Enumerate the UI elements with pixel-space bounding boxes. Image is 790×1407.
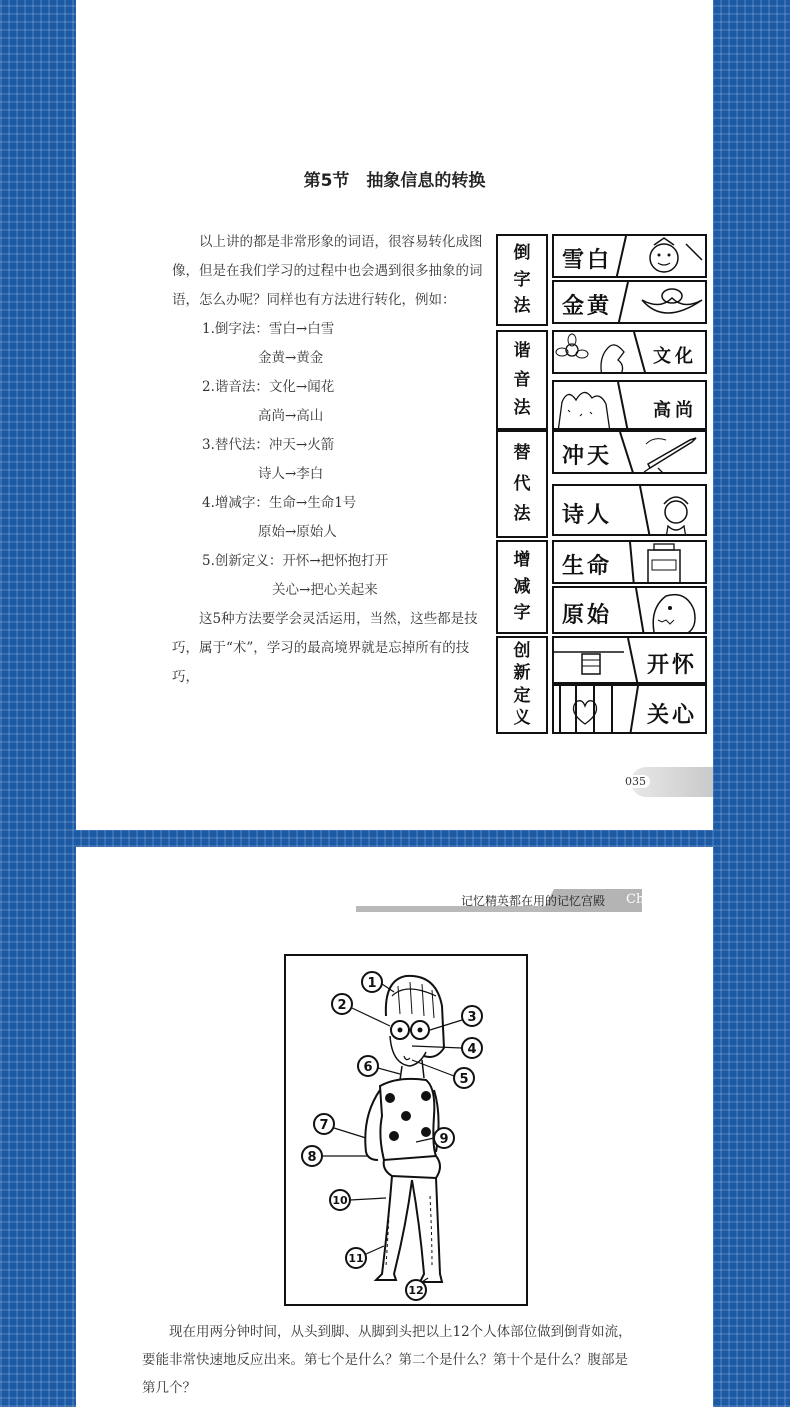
word-label: 金黄: [562, 294, 613, 319]
svg-text:12: 12: [408, 1284, 424, 1297]
method-char: 增: [513, 549, 531, 570]
section-title: 第5节 抽象信息的转换: [303, 171, 486, 191]
bottle-icon: [554, 542, 707, 584]
word-label: 原始: [562, 603, 613, 628]
flower-sniff-icon: [554, 332, 707, 374]
rocket-icon: [554, 432, 707, 474]
marker-8: [302, 1146, 368, 1166]
word-cell-3: [552, 330, 707, 374]
snowman-icon: [554, 236, 707, 278]
chapter-label: Chapter 4: [626, 892, 692, 907]
word-label: 开怀: [646, 653, 697, 678]
method-char: 字: [513, 603, 531, 624]
method-4-line-a: 4.增减字：生命→生命1号: [202, 495, 357, 511]
mountain-icon: [554, 382, 707, 430]
marker-7: [314, 1114, 366, 1138]
word-cell-6: [552, 484, 707, 536]
word-cell-2: [552, 280, 707, 324]
gold-ingot-icon: [554, 282, 707, 324]
method-char: 谐: [513, 341, 531, 362]
method-char: 法: [513, 503, 531, 524]
word-cell-8: [552, 586, 707, 634]
word-label: 高尚: [653, 400, 697, 421]
word-cell-4: [552, 380, 707, 430]
body-parts-illustration: [286, 956, 526, 1304]
marker-6: [358, 1056, 400, 1076]
method-char: 法: [513, 397, 531, 418]
svg-text:7: 7: [319, 1118, 329, 1133]
word-label: 生命: [562, 554, 613, 579]
marker-1: [362, 972, 394, 992]
method-3-line-b: 诗人→李白: [258, 466, 324, 482]
word-label: 冲天: [562, 444, 613, 469]
method-char: 音: [513, 369, 531, 390]
method-char: 代: [513, 473, 531, 494]
word-cell-1: [552, 234, 707, 278]
intro-paragraph: 以上讲的都是非常形象的词语，很容易转化成图像，但是在我们学习的过程中也会遇到很多抽象的词语，怎么办呢？同样也有方法进行转化，例如：: [172, 234, 483, 308]
method-5-line-b: 关心→把心关起来: [272, 582, 378, 598]
poet-icon: [554, 486, 707, 536]
open-arms-icon: [554, 638, 707, 684]
method-char: 字: [513, 269, 531, 290]
word-cell-9: [552, 636, 707, 684]
exercise-paragraph: 现在用两分钟时间，从头到脚、从脚到头把以上12个人体部位做到倒背如流，要能非常快速地反应出来。第七个是什么？第二个是什么？第十个是什么？腹部是第几个？: [142, 1324, 632, 1396]
caged-heart-icon: [554, 686, 707, 734]
page-035: [76, 0, 713, 830]
word-label: 诗人: [562, 503, 613, 528]
method-1-line-a: 1.倒字法：雪白→白雪: [202, 321, 335, 337]
marker-11: [346, 1246, 384, 1268]
method-1-line-b: 金黄→黄金: [258, 350, 324, 366]
svg-text:9: 9: [439, 1132, 449, 1147]
svg-text:8: 8: [307, 1150, 317, 1165]
svg-text:5: 5: [459, 1072, 469, 1087]
marker-5: [412, 1060, 474, 1088]
method-4-line-b: 原始→原始人: [258, 524, 337, 540]
word-cell-7: [552, 540, 707, 584]
method-char: 创: [513, 641, 531, 662]
method-5-line-a: 5.创新定义：开怀→把怀抱打开: [202, 553, 389, 569]
body-parts-figure: [284, 954, 528, 1306]
method-char: 法: [513, 295, 531, 316]
svg-text:6: 6: [363, 1060, 373, 1075]
method-illustration-table: [496, 234, 708, 734]
svg-text:2: 2: [337, 998, 347, 1013]
method-cell-5: [496, 636, 548, 734]
word-label: 文化: [653, 346, 697, 367]
method-cell-4: [496, 540, 548, 634]
running-header-title: 记忆精英都在用的记忆宫殿: [461, 894, 606, 908]
marker-10: [330, 1190, 386, 1210]
caveman-icon: [554, 588, 707, 634]
word-cell-10: [552, 684, 707, 734]
method-cell-2: [496, 330, 548, 430]
word-label: 关心: [646, 703, 697, 728]
method-char: 定: [513, 685, 531, 706]
method-char: 减: [513, 576, 531, 597]
svg-text:10: 10: [332, 1194, 348, 1207]
marker-2: [332, 994, 390, 1026]
method-2-line-b: 高尚→高山: [258, 408, 324, 424]
page-number: 035: [621, 775, 650, 788]
method-char: 新: [513, 663, 531, 684]
svg-text:4: 4: [467, 1042, 477, 1057]
marker-4: [412, 1038, 482, 1058]
method-cell-1: [496, 234, 548, 326]
marker-3: [430, 1006, 482, 1030]
svg-text:3: 3: [467, 1010, 477, 1025]
outro-paragraph: 这5种方法要学会灵活运用，当然，这些都是技巧，属于“术”，学习的最高境界就是忘掉所有的技巧，: [172, 611, 478, 685]
method-3-line-a: 3.替代法：冲天→火箭: [202, 437, 335, 453]
body-text: [172, 228, 488, 692]
method-2-line-a: 2.谐音法：文化→闻花: [202, 379, 335, 395]
method-cell-3: [496, 430, 548, 538]
svg-text:1: 1: [367, 976, 377, 991]
method-char: 义: [513, 707, 531, 728]
method-char: 倒: [513, 243, 531, 264]
word-cell-5: [552, 430, 707, 474]
svg-text:11: 11: [348, 1252, 364, 1265]
method-char: 替: [513, 443, 531, 464]
word-label: 雪白: [562, 248, 613, 273]
